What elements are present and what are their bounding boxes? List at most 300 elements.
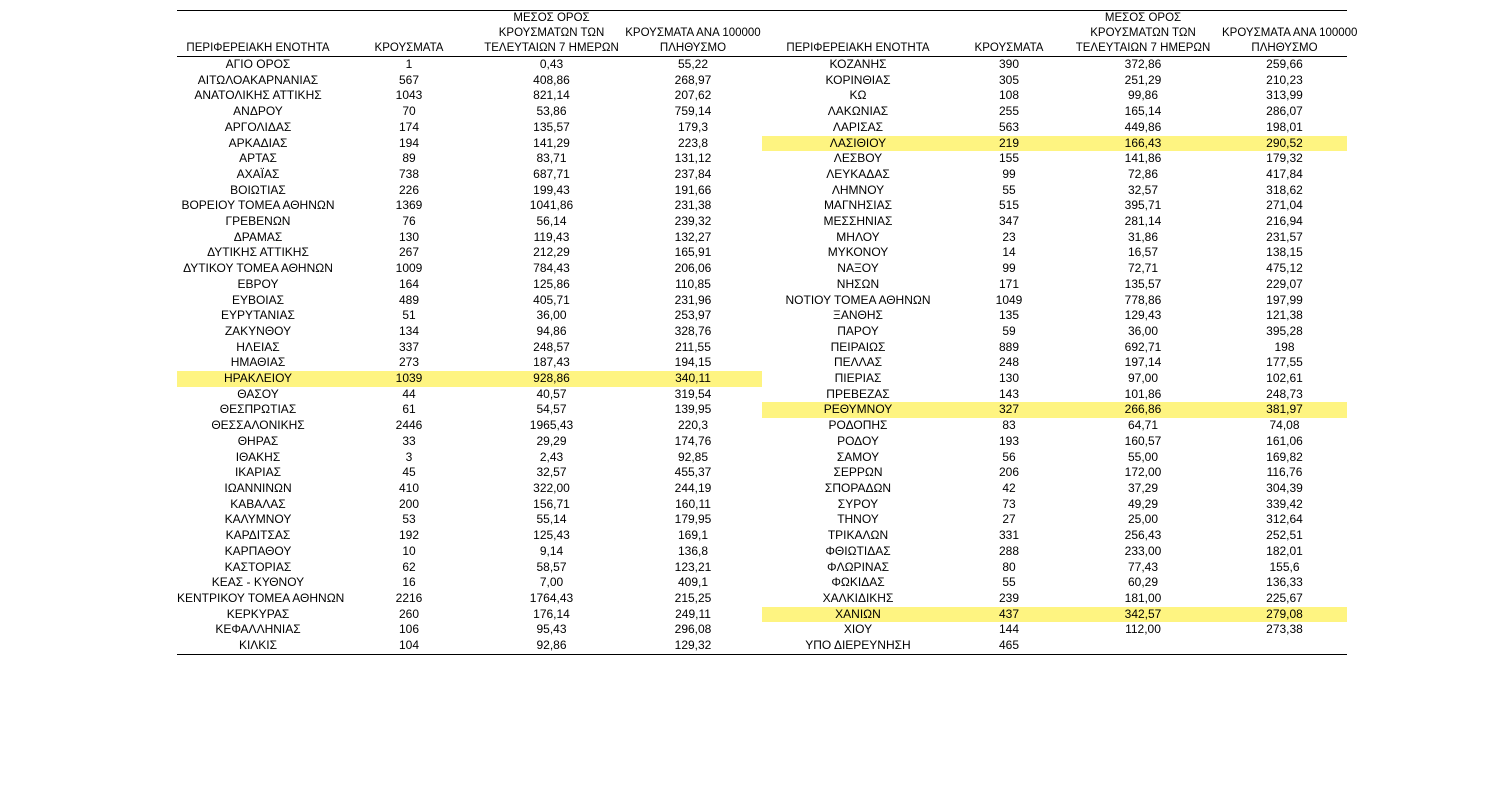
left-per100k-cell: 296,08	[674, 622, 712, 637]
left-region-name-cell: ΑΡΤΑΣ	[239, 151, 277, 166]
header-avg7-right: ΜΕΣΟΣ ΟΡΟΣ ΚΡΟΥΣΜΑΤΩΝ ΤΩΝ ΤΕΛΕΥΤΑΙΩΝ 7 ΗΜΕΡΩΝ	[1075, 12, 1211, 54]
right-per100k-cell: 121,38	[1266, 308, 1303, 323]
table-row	[177, 512, 1347, 528]
right-avg7-cell: 135,57	[1124, 276, 1162, 291]
left-per100k-cell: 244,19	[674, 480, 712, 495]
left-region-name-cell: ΔΥΤΙΚΗΣ ΑΤΤΙΚΗΣ	[207, 245, 309, 260]
table-row	[177, 198, 1347, 214]
left-avg7-cell: 92,86	[536, 638, 567, 653]
right-region-name-cell: ΚΟΡΙΝΘΙΑΣ	[825, 72, 891, 87]
left-cases-cell: 1369	[395, 198, 423, 213]
left-per100k-cell: 231,38	[674, 198, 712, 213]
left-per100k-cell: 207,62	[674, 88, 712, 103]
right-avg7-cell: 101,86	[1124, 386, 1162, 401]
left-avg7-cell: 0,43	[539, 57, 564, 71]
left-per100k-cell: 179,3	[677, 119, 709, 134]
right-per100k-cell: 286,07	[1266, 104, 1303, 119]
left-cases-cell: 2446	[395, 418, 423, 433]
right-cases-cell: 80	[1002, 559, 1016, 574]
right-cases-cell: 135	[998, 308, 1020, 323]
right-per100k-cell: 259,66	[1266, 57, 1303, 71]
table-row	[177, 293, 1347, 309]
left-region-name-cell: ΚΕΑΣ - ΚΥΘΝΟΥ	[211, 575, 305, 590]
left-cases-cell: 273	[398, 355, 420, 370]
right-region-name-cell: ΠΡΕΒΕΖΑΣ	[826, 386, 890, 401]
left-per100k-cell: 215,25	[674, 590, 712, 605]
left-per100k-cell: 132,27	[674, 229, 712, 244]
left-avg7-cell: 248,57	[533, 339, 570, 354]
left-avg7-cell: 2,43	[539, 449, 564, 464]
left-cases-cell: 489	[398, 292, 420, 307]
left-cases-cell: 62	[402, 559, 416, 574]
left-cases-cell: 104	[398, 638, 420, 653]
right-region-name-cell: ΛΕΣΒΟΥ	[833, 151, 883, 166]
left-per100k-cell: 110,85	[675, 276, 711, 291]
right-per100k-cell: 155,6	[1269, 559, 1300, 574]
right-avg7-cell: 25,00	[1127, 512, 1159, 527]
right-cases-cell: 1049	[995, 292, 1023, 307]
right-avg7-cell: 37,29	[1127, 480, 1159, 495]
right-region-name-cell: ΛΑΡΙΣΑΣ	[832, 119, 884, 134]
left-avg7-cell: 40,57	[536, 386, 567, 401]
right-region-name-cell: ΧΑΝΙΩΝ	[762, 607, 954, 623]
left-cases-cell: 200	[398, 496, 420, 511]
right-avg7-cell: 77,43	[1127, 559, 1159, 574]
left-avg7-cell: 1041,86	[529, 198, 574, 213]
right-avg7-cell: 99,86	[1127, 88, 1159, 103]
right-cases-cell: 23	[1002, 229, 1016, 244]
right-per100k-cell: 225,67	[1266, 590, 1303, 605]
right-per100k-cell: 271,04	[1266, 198, 1303, 213]
right-per100k-cell: 318,62	[1266, 182, 1303, 197]
right-per100k-cell: 339,42	[1266, 496, 1303, 511]
left-per100k-cell: 455,37	[674, 465, 712, 480]
right-region-name-cell: ΜΗΛΟΥ	[836, 229, 880, 244]
right-region-name-cell: ΥΠΟ ΔΙΕΡΕΥΝΗΣΗ	[805, 638, 911, 653]
right-cases-cell: 56	[1002, 449, 1016, 464]
left-per100k-cell: 328,76	[674, 323, 712, 338]
left-cases-cell: 267	[398, 245, 420, 260]
header-cases-right: ΚΡΟΥΣΜΑΤΑ	[974, 42, 1044, 54]
left-cases-cell: 1	[405, 57, 413, 71]
right-avg7-cell: 342,57	[1064, 607, 1222, 623]
left-avg7-cell: 58,57	[536, 559, 567, 574]
left-per100k-cell: 211,55	[675, 339, 711, 354]
right-avg7-cell: 395,71	[1124, 198, 1162, 213]
right-region-name-cell: ΜΥΚΟΝΟΥ	[827, 245, 889, 260]
right-avg7-cell: 16,57	[1127, 245, 1159, 260]
cases-table-container	[177, 10, 1358, 655]
right-avg7-cell: 281,14	[1124, 214, 1162, 229]
right-per100k-cell: 136,33	[1266, 575, 1303, 590]
right-per100k-cell: 381,97	[1222, 402, 1347, 418]
right-cases-cell: 248	[998, 355, 1020, 370]
left-avg7-cell: 1965,43	[529, 418, 574, 433]
table-row	[177, 497, 1347, 513]
right-region-name-cell: ΣΕΡΡΩΝ	[833, 465, 883, 480]
left-avg7-cell: 187,43	[533, 355, 570, 370]
right-avg7-cell: 49,29	[1127, 496, 1159, 511]
left-avg7-cell: 176,14	[533, 606, 570, 621]
right-cases-cell: 55	[1002, 182, 1016, 197]
right-avg7-cell: 266,86	[1064, 402, 1222, 418]
left-avg7-cell: 29,29	[536, 433, 567, 448]
header-row	[177, 11, 1347, 57]
table-row	[177, 638, 1347, 654]
right-per100k-cell: 229,07	[1266, 276, 1303, 291]
right-avg7-cell: 372,86	[1124, 57, 1162, 71]
table-row	[177, 183, 1347, 199]
header-per100k-left: ΚΡΟΥΣΜΑΤΑ ΑΝΑ 100000 ΠΛΗΘΥΣΜΟ	[625, 27, 761, 54]
left-cases-cell: 53	[402, 512, 416, 527]
left-per100k-cell: 174,76	[674, 433, 712, 448]
right-cases-cell: 99	[1002, 166, 1016, 181]
right-avg7-cell: 172,00	[1124, 465, 1162, 480]
right-per100k-cell: 197,99	[1266, 292, 1303, 307]
left-cases-cell: 1009	[395, 261, 423, 276]
right-cases-cell: 465	[998, 638, 1020, 653]
right-region-name-cell: ΠΑΡΟΥ	[837, 323, 879, 338]
right-region-name-cell: ΚΟΖΑΝΗΣ	[829, 57, 887, 71]
table-row	[177, 214, 1347, 230]
left-per100k-cell: 220,3	[677, 418, 709, 433]
left-cases-cell: 89	[402, 151, 416, 166]
left-per100k-cell: 340,11	[624, 371, 762, 387]
right-avg7-cell: 141,86	[1124, 151, 1162, 166]
table-row	[177, 355, 1347, 371]
left-per100k-cell: 409,1	[677, 575, 709, 590]
left-per100k-cell: 160,11	[675, 496, 711, 511]
right-per100k-cell: 210,23	[1266, 72, 1303, 87]
right-per100k-cell: 177,55	[1266, 355, 1303, 370]
right-avg7-cell: 165,14	[1124, 104, 1162, 119]
right-region-name-cell: ΠΕΙΡΑΙΩΣ	[830, 339, 886, 354]
left-region-name-cell: ΗΡΑΚΛΕΙΟΥ	[177, 371, 339, 387]
right-region-name-cell: ΣΠΟΡΑΔΩΝ	[824, 480, 892, 495]
right-region-name-cell: ΧΙΟΥ	[843, 622, 873, 637]
left-avg7-cell: 928,86	[479, 371, 624, 387]
table-row	[177, 371, 1347, 387]
right-region-name-cell: ΤΗΝΟΥ	[837, 512, 879, 527]
right-per100k-cell: 198,01	[1266, 119, 1303, 134]
right-cases-cell: 347	[998, 214, 1020, 229]
right-per100k-cell: 74,08	[1269, 418, 1300, 433]
right-region-name-cell: ΚΩ	[849, 88, 867, 103]
table-row	[177, 481, 1347, 497]
left-avg7-cell: 156,71	[533, 496, 570, 511]
right-region-name-cell: ΜΑΓΝΗΣΙΑΣ	[823, 198, 893, 213]
right-region-name-cell: ΦΛΩΡΙΝΑΣ	[827, 559, 889, 574]
table-row	[177, 450, 1347, 466]
right-avg7-cell: 166,43	[1064, 136, 1222, 152]
left-cases-cell: 45	[402, 465, 416, 480]
right-cases-cell: 889	[998, 339, 1020, 354]
table-row	[177, 340, 1347, 356]
left-cases-cell: 738	[398, 166, 420, 181]
right-cases-cell: 55	[1002, 575, 1016, 590]
table-row	[177, 308, 1347, 324]
left-region-name-cell: ΖΑΚΥΝΘΟΥ	[224, 323, 292, 338]
left-region-name-cell: ΚΕΡΚΥΡΑΣ	[226, 606, 290, 621]
left-region-name-cell: ΙΩΑΝΝΙΝΩΝ	[224, 480, 292, 495]
left-region-name-cell: ΚΑΛΥΜΝΟΥ	[224, 512, 292, 527]
right-avg7-cell: 233,00	[1124, 543, 1162, 558]
left-cases-cell: 260	[398, 606, 420, 621]
right-cases-cell: 390	[998, 57, 1020, 71]
left-per100k-cell: 231,96	[674, 292, 712, 307]
right-avg7-cell: 778,86	[1124, 292, 1162, 307]
right-cases-cell: 563	[998, 119, 1020, 134]
header-region-left: ΠΕΡΙΦΕΡΕΙΑΚΗ ΕΝΟΤΗΤΑ	[186, 42, 330, 54]
table-row	[177, 261, 1347, 277]
right-avg7-cell: 160,57	[1124, 433, 1162, 448]
left-cases-cell: 164	[398, 276, 420, 291]
left-cases-cell: 76	[402, 214, 416, 229]
right-region-name-cell: ΠΙΕΡΙΑΣ	[834, 371, 882, 386]
cases-by-region-table	[177, 10, 1358, 655]
left-cases-cell: 10	[402, 543, 416, 558]
left-avg7-cell: 199,43	[533, 182, 570, 197]
right-cases-cell: 27	[1002, 512, 1016, 527]
right-per100k-cell: 279,08	[1222, 607, 1347, 623]
right-avg7-cell: 64,71	[1127, 418, 1159, 433]
right-per100k-cell: 475,12	[1266, 261, 1303, 276]
right-per100k-cell: 198	[1274, 339, 1295, 354]
left-avg7-cell: 405,71	[533, 292, 570, 307]
left-region-name-cell: ΑΧΑΪΑΣ	[236, 166, 280, 181]
table-row	[177, 57, 1347, 73]
left-per100k-cell: 169,1	[677, 528, 709, 543]
right-cases-cell: 108	[998, 88, 1020, 103]
header-region-right: ΠΕΡΙΦΕΡΕΙΑΚΗ ΕΝΟΤΗΤΑ	[786, 42, 930, 54]
left-cases-cell: 1039	[339, 371, 479, 387]
left-cases-cell: 174	[398, 119, 420, 134]
right-region-name-cell: ΠΕΛΛΑΣ	[833, 355, 883, 370]
left-region-name-cell: ΑΓΙΟ ΟΡΟΣ	[225, 57, 291, 71]
right-cases-cell: 144	[998, 622, 1020, 637]
right-avg7-cell: 692,71	[1124, 339, 1162, 354]
right-per100k-cell: 313,99	[1266, 88, 1303, 103]
left-cases-cell: 2216	[395, 590, 423, 605]
left-per100k-cell: 223,8	[677, 135, 709, 150]
left-avg7-cell: 53,86	[536, 104, 567, 119]
left-region-name-cell: ΙΚΑΡΙΑΣ	[234, 465, 282, 480]
right-cases-cell: 515	[998, 198, 1020, 213]
right-per100k-cell: 248,73	[1266, 386, 1303, 401]
table-row	[177, 622, 1347, 638]
left-region-name-cell: ΕΒΡΟΥ	[237, 276, 279, 291]
left-avg7-cell: 135,57	[533, 119, 570, 134]
left-cases-cell: 106	[398, 622, 420, 637]
left-avg7-cell: 408,86	[533, 72, 570, 87]
right-region-name-cell: ΛΗΜΝΟΥ	[831, 182, 885, 197]
table-row	[177, 402, 1347, 418]
right-per100k-cell: 102,61	[1266, 371, 1303, 386]
left-region-name-cell: ΘΕΣΣΑΛΟΝΙΚΗΣ	[211, 418, 305, 433]
right-region-name-cell: ΡΕΘΥΜΝΟΥ	[762, 402, 954, 418]
right-per100k-cell: 169,82	[1266, 449, 1303, 464]
header-avg7-left: ΜΕΣΟΣ ΟΡΟΣ ΚΡΟΥΣΜΑΤΩΝ ΤΩΝ ΤΕΛΕΥΤΑΙΩΝ 7 ΗΜΕΡΩΝ	[484, 12, 619, 54]
right-per100k-cell: 179,32	[1266, 151, 1303, 166]
right-cases-cell: 171	[998, 276, 1020, 291]
left-region-name-cell: ΑΡΚΑΔΙΑΣ	[228, 135, 288, 150]
right-per100k-cell: 138,15	[1266, 245, 1303, 260]
left-region-name-cell: ΔΥΤΙΚΟΥ ΤΟΜΕΑ ΑΘΗΝΩΝ	[183, 261, 333, 276]
right-cases-cell: 73	[1002, 496, 1016, 511]
right-region-name-cell: ΝΟΤΙΟΥ ΤΟΜΕΑ ΑΘΗΝΩΝ	[785, 292, 931, 307]
left-region-name-cell: ΚΑΒΑΛΑΣ	[230, 496, 286, 511]
left-region-name-cell: ΑΙΤΩΛΟΑΚΑΡΝΑΝΙΑΣ	[197, 72, 319, 87]
left-region-name-cell: ΑΝΑΤΟΛΙΚΗΣ ΑΤΤΙΚΗΣ	[194, 88, 322, 103]
left-per100k-cell: 249,11	[675, 606, 711, 621]
left-region-name-cell: ΑΡΓΟΛΙΔΑΣ	[224, 119, 292, 134]
left-per100k-cell: 179,95	[674, 512, 712, 527]
left-per100k-cell: 136,8	[677, 543, 709, 558]
right-cases-cell: 219	[954, 136, 1064, 152]
right-region-name-cell: ΝΑΞΟΥ	[837, 261, 879, 276]
left-cases-cell: 567	[398, 72, 420, 87]
right-per100k-cell	[1222, 638, 1347, 654]
table-row	[177, 434, 1347, 450]
left-region-name-cell: ΒΟΙΩΤΙΑΣ	[230, 182, 286, 197]
left-region-name-cell: ΕΥΡΥΤΑΝΙΑΣ	[221, 308, 295, 323]
left-cases-cell: 3	[405, 449, 413, 464]
left-per100k-cell: 131,12	[674, 151, 712, 166]
right-avg7-cell: 72,86	[1127, 166, 1159, 181]
left-avg7-cell: 83,71	[536, 151, 567, 166]
left-avg7-cell: 1764,43	[529, 590, 574, 605]
right-avg7-cell: 32,57	[1127, 182, 1159, 197]
left-avg7-cell: 54,57	[536, 402, 567, 417]
right-avg7-cell: 36,00	[1127, 323, 1159, 338]
left-cases-cell: 134	[398, 323, 420, 338]
right-cases-cell: 155	[998, 151, 1020, 166]
table-row	[177, 544, 1347, 560]
right-cases-cell: 130	[998, 371, 1020, 386]
header-cases-left: ΚΡΟΥΣΜΑΤΑ	[374, 42, 444, 54]
left-cases-cell: 44	[402, 386, 416, 401]
left-cases-cell: 16	[402, 575, 416, 590]
left-cases-cell: 61	[402, 402, 416, 417]
left-region-name-cell: ΚΕΝΤΡΙΚΟΥ ΤΟΜΕΑ ΑΘΗΝΩΝ	[177, 590, 345, 605]
table-row	[177, 73, 1347, 89]
right-per100k-cell: 395,28	[1266, 323, 1303, 338]
right-per100k-cell: 304,39	[1266, 480, 1303, 495]
right-region-name-cell: ΡΟΔΟΥ	[837, 433, 879, 448]
table-row	[177, 151, 1347, 167]
left-avg7-cell: 94,86	[536, 323, 567, 338]
left-cases-cell: 192	[398, 528, 420, 543]
left-per100k-cell: 194,15	[674, 355, 712, 370]
left-avg7-cell: 687,71	[533, 166, 570, 181]
left-region-name-cell: ΘΑΣΟΥ	[237, 386, 279, 401]
header-per100k-right: ΚΡΟΥΣΜΑΤΑ ΑΝΑ 100000 ΠΛΗΘΥΣΜΟ	[1222, 27, 1358, 54]
right-region-name-cell: ΝΗΣΩΝ	[836, 276, 880, 291]
table-row	[177, 465, 1347, 481]
left-per100k-cell: 139,95	[674, 402, 712, 417]
right-cases-cell: 83	[1002, 418, 1016, 433]
right-per100k-cell: 161,06	[1266, 433, 1303, 448]
right-per100k-cell: 417,84	[1266, 166, 1303, 181]
left-per100k-cell: 253,97	[674, 308, 712, 323]
left-per100k-cell: 268,97	[674, 72, 712, 87]
left-per100k-cell: 191,66	[674, 182, 712, 197]
right-cases-cell: 327	[954, 402, 1064, 418]
right-avg7-cell: 112,00	[1125, 622, 1161, 637]
right-per100k-cell: 252,51	[1266, 528, 1303, 543]
left-avg7-cell: 821,14	[533, 88, 570, 103]
left-per100k-cell: 123,21	[674, 559, 712, 574]
left-cases-cell: 226	[398, 182, 420, 197]
left-cases-cell: 33	[402, 433, 416, 448]
table-row	[177, 387, 1347, 403]
right-per100k-cell: 312,64	[1266, 512, 1303, 527]
right-avg7-cell: 181,00	[1124, 590, 1162, 605]
right-cases-cell: 239	[998, 590, 1020, 605]
right-avg7-cell: 251,29	[1124, 72, 1162, 87]
right-cases-cell: 255	[998, 104, 1020, 119]
left-region-name-cell: ΑΝΔΡΟΥ	[233, 104, 283, 119]
right-cases-cell: 331	[998, 528, 1020, 543]
left-cases-cell: 410	[398, 480, 420, 495]
left-region-name-cell: ΔΡΑΜΑΣ	[233, 229, 283, 244]
left-region-name-cell: ΘΕΣΠΡΩΤΙΑΣ	[219, 402, 297, 417]
table-row	[177, 607, 1347, 623]
table-row	[177, 560, 1347, 576]
table-row	[177, 167, 1347, 183]
right-avg7-cell: 31,86	[1127, 229, 1159, 244]
table-row	[177, 88, 1347, 104]
left-avg7-cell: 7,00	[539, 575, 564, 590]
left-avg7-cell: 119,43	[533, 229, 570, 244]
left-cases-cell: 51	[402, 308, 416, 323]
left-per100k-cell: 92,85	[677, 449, 709, 464]
left-cases-cell: 1043	[395, 88, 423, 103]
left-region-name-cell: ΗΜΑΘΙΑΣ	[230, 355, 286, 370]
table-row	[177, 104, 1347, 120]
left-cases-cell: 337	[398, 339, 420, 354]
table-row	[177, 528, 1347, 544]
right-avg7-cell: 97,00	[1127, 371, 1159, 386]
left-avg7-cell: 125,43	[533, 528, 570, 543]
right-avg7-cell: 129,43	[1124, 308, 1162, 323]
left-cases-cell: 194	[398, 135, 420, 150]
right-region-name-cell: ΞΑΝΘΗΣ	[833, 308, 883, 323]
right-per100k-cell: 273,38	[1266, 622, 1303, 637]
left-avg7-cell: 9,14	[539, 543, 564, 558]
right-region-name-cell: ΦΘΙΩΤΙΔΑΣ	[825, 543, 891, 558]
left-region-name-cell: ΚΕΦΑΛΛΗΝΙΑΣ	[215, 622, 301, 637]
left-per100k-cell: 239,32	[674, 214, 712, 229]
left-per100k-cell: 237,84	[674, 166, 712, 181]
right-per100k-cell: 216,94	[1266, 214, 1303, 229]
right-per100k-cell: 231,57	[1266, 229, 1303, 244]
left-per100k-cell: 759,14	[674, 104, 712, 119]
right-cases-cell: 99	[1002, 261, 1016, 276]
left-region-name-cell: ΙΘΑΚΗΣ	[235, 449, 281, 464]
left-avg7-cell: 212,29	[533, 245, 570, 260]
table-row	[177, 575, 1347, 591]
left-region-name-cell: ΚΑΡΔΙΤΣΑΣ	[225, 528, 291, 543]
right-region-name-cell: ΛΑΚΩΝΙΑΣ	[827, 104, 889, 119]
right-per100k-cell: 290,52	[1222, 136, 1347, 152]
right-region-name-cell: ΣΥΡΟΥ	[837, 496, 879, 511]
left-per100k-cell: 319,54	[674, 386, 712, 401]
left-cases-cell: 70	[402, 104, 416, 119]
left-per100k-cell: 55,22	[677, 57, 709, 71]
left-avg7-cell: 32,57	[536, 465, 567, 480]
right-region-name-cell: ΡΟΔΟΠΗΣ	[828, 418, 888, 433]
